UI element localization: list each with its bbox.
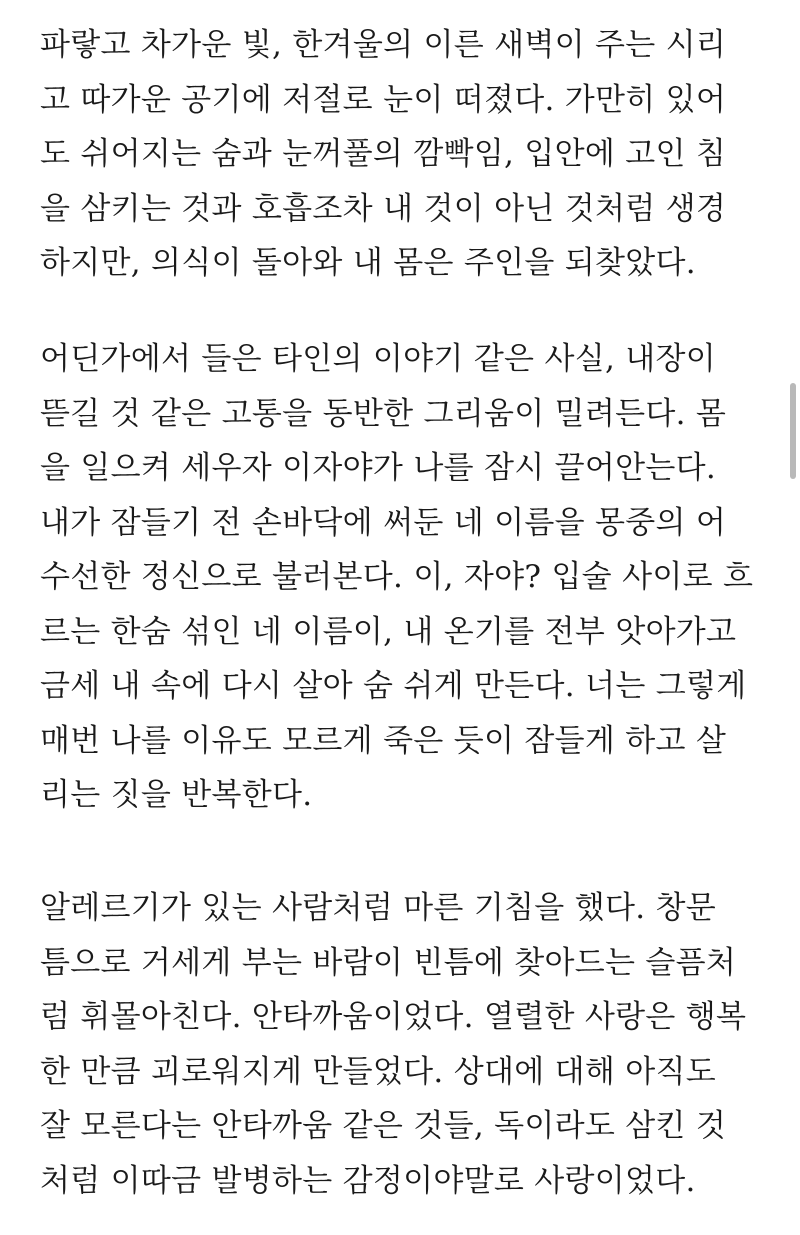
- text-line: 금세 내 속에 다시 살아 숨 쉬게 만든다. 너는 그렇게: [40, 668, 747, 704]
- text-line: 수선한 정신으로 불러본다. 이, 자야? 입술 사이로 흐: [40, 559, 754, 595]
- text-line: 틈으로 거세게 부는 바람이 빈틈에 찾아드는 슬픔처: [40, 944, 737, 981]
- text-line: 럼 휘몰아친다. 안타까움이었다. 열렬한 사랑은 행복: [40, 999, 747, 1035]
- text-line: 내가 잠들기 전 손바닥에 써둔 네 이름을 몽중의 어: [40, 504, 727, 541]
- text-line: 잘 모른다는 안타까움 같은 것들, 독이라도 삼킨 것: [40, 1108, 727, 1144]
- paragraph-1: [40, 18, 770, 291]
- paragraph-3: [40, 881, 770, 1208]
- text-line: 뜯길 것 같은 고통을 동반한 그리움이 밀려든다. 몸: [40, 395, 727, 432]
- text-line: 파랗고 차가운 빛, 한겨울의 이른 새벽이 주는 시리: [40, 27, 727, 63]
- text-line: 리는 짓을 반복한다.: [40, 777, 313, 813]
- text-line: 알레르기가 있는 사람처럼 마른 기침을 했다. 창문: [40, 890, 716, 926]
- text-line: 고 따가운 공기에 저절로 눈이 떠졌다. 가만히 있어: [40, 81, 727, 118]
- text-line: 처럼 이따금 발병하는 감정이야말로 사랑이었다.: [40, 1162, 696, 1199]
- text-line: 을 삼키는 것과 호흡조차 내 것이 아닌 것처럼 생경: [40, 190, 727, 227]
- text-line: 을 일으켜 세우자 이자야가 나를 잠시 끌어안는다.: [40, 450, 716, 486]
- text-line: 하지만, 의식이 돌아와 내 몸은 주인을 되찾았다.: [40, 245, 696, 281]
- text-line: 매번 나를 이유도 모르게 죽은 듯이 잠들게 하고 살: [40, 722, 727, 759]
- scrollbar-thumb[interactable]: [790, 383, 796, 479]
- text-line: 도 쉬어지는 숨과 눈꺼풀의 깜빡임, 입안에 고인 침: [40, 136, 727, 172]
- text-line: 한 만큼 괴로워지게 만들었다. 상대에 대해 아직도: [40, 1053, 716, 1090]
- text-line: 르는 한숨 섞인 네 이름이, 내 온기를 전부 앗아가고: [40, 613, 737, 650]
- paragraph-2: [40, 332, 770, 823]
- text-line: 어딘가에서 들은 타인의 이야기 같은 사실, 내장이: [40, 341, 716, 377]
